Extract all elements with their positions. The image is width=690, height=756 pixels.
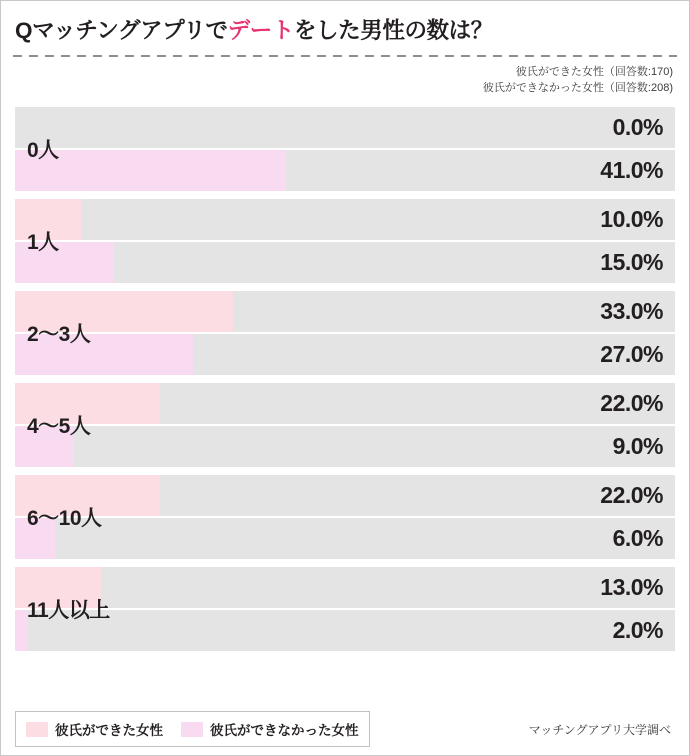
bar-group <box>15 199 675 283</box>
question-mark-label: Q <box>15 18 33 43</box>
bar-row <box>15 383 675 424</box>
bar-value-label: 27.0% <box>600 340 663 367</box>
bar-row <box>15 567 675 608</box>
category-label: 4〜5人 <box>27 414 91 438</box>
chart-footer <box>1 711 689 747</box>
category-label: 1人 <box>27 230 59 254</box>
bar-row <box>15 518 675 559</box>
category-label: 2〜3人 <box>27 322 91 346</box>
bar-row <box>15 610 675 651</box>
bar-value-label: 10.0% <box>600 205 663 232</box>
respondent-notes <box>1 57 689 97</box>
bar-chart <box>1 97 689 651</box>
bar-group <box>15 107 675 191</box>
category-label: 0人 <box>27 138 59 162</box>
legend-item-series-a <box>26 719 163 739</box>
page-title <box>1 1 689 51</box>
bar-value-label: 2.0% <box>612 616 663 643</box>
bar-value-label: 9.0% <box>612 432 663 459</box>
bar-group <box>15 291 675 375</box>
legend-item-series-b <box>181 719 359 739</box>
bar-value-label: 0.0% <box>612 113 663 140</box>
bar-value-label: 6.0% <box>612 524 663 551</box>
bar-group <box>15 475 675 559</box>
bar-row <box>15 150 675 191</box>
title-accent-text: デート <box>227 18 294 43</box>
title-post-text: をした男性の数は？ <box>293 18 493 43</box>
legend-label-a: 彼氏ができた女性 <box>55 723 163 738</box>
respondent-note-a: 彼氏ができた女性（回答数:170) <box>515 66 673 78</box>
bar-value-label: 41.0% <box>600 156 663 183</box>
bar-row <box>15 426 675 467</box>
bar-row <box>15 291 675 332</box>
legend-swatch-icon-b <box>181 722 203 737</box>
bar-value-label: 15.0% <box>600 248 663 275</box>
category-label: 11人以上 <box>27 598 110 622</box>
bar-group <box>15 383 675 467</box>
bar-value-label: 22.0% <box>600 481 663 508</box>
bar-row <box>15 107 675 148</box>
legend-swatch-icon-a <box>26 722 48 737</box>
respondent-note-b: 彼氏ができなかった女性（回答数:208) <box>482 81 673 94</box>
legend-label-b: 彼氏ができなかった女性 <box>210 723 359 738</box>
bar-row <box>15 334 675 375</box>
legend <box>15 711 370 747</box>
bar-row <box>15 199 675 240</box>
bar-row <box>15 475 675 516</box>
title-pre-text: マッチングアプリで <box>32 18 228 43</box>
bar-value-label: 22.0% <box>600 389 663 416</box>
source-credit: マッチングアプリ大学調べ <box>528 722 671 737</box>
category-label: 6〜10人 <box>27 506 102 530</box>
bar-value-label: 13.0% <box>600 573 663 600</box>
bar-value-label: 33.0% <box>600 297 663 324</box>
bar-row <box>15 242 675 283</box>
bar-group <box>15 567 675 651</box>
